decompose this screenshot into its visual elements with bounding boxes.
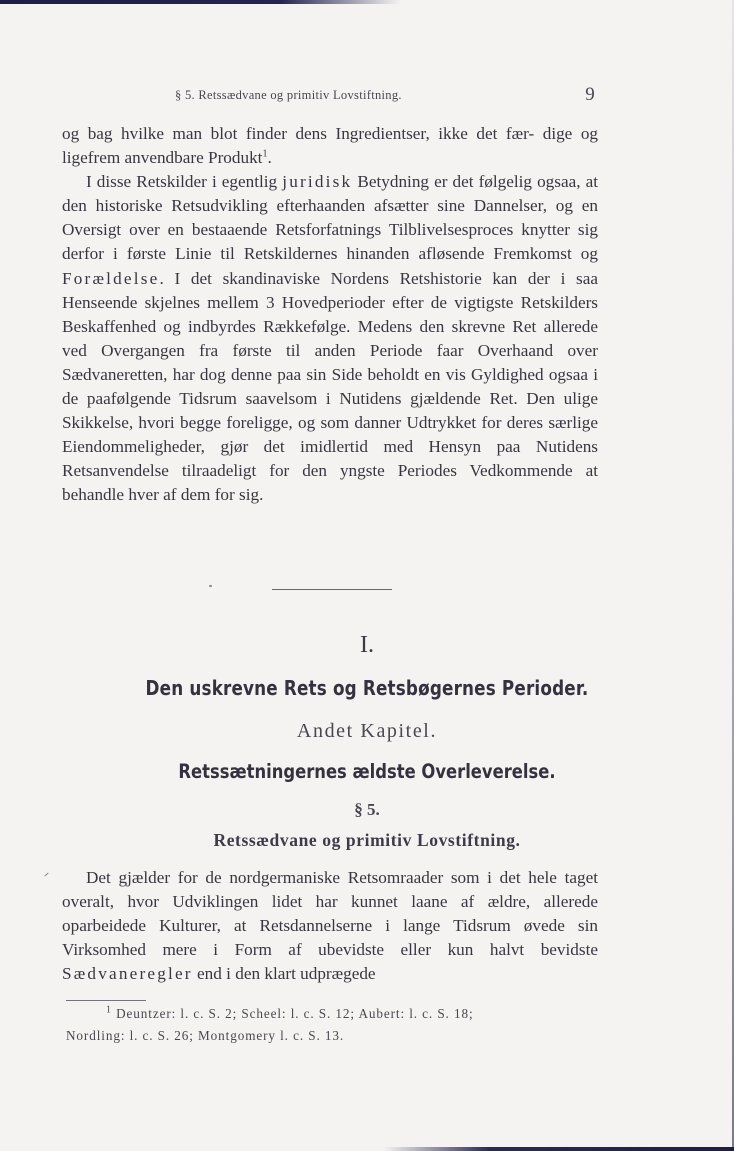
footnote-ref[interactable]: 1	[262, 148, 268, 160]
part-numeral: I.	[360, 632, 374, 658]
part-title: Den uskrevne Rets og Retsbøgernes Perioder.	[145, 676, 589, 700]
running-head-title: § 5. Retssædvane og primitiv Lovstiftning.	[175, 88, 402, 102]
scan-edge-top	[0, 0, 400, 4]
emphasis-spaced: juridisk	[282, 172, 353, 192]
text-run: Betydning er det følgelig ogsaa, at den historiske Retsudvikling efterhaanden afsætter sine Dannelser, og en Oversigt over en bestaaende Retsforfatnings Tilblivelsesproces knytter sig derfor i første Linie til Retskildernes hinanden afløsende Fremkomst og	[62, 172, 598, 264]
text-line: dige og ligefrem anvendbare Produkt	[62, 124, 599, 168]
footnote-continuation: Nordling: l. c. S. 26; Montgomery l. c. S. 13.	[66, 1027, 345, 1043]
running-head	[175, 86, 595, 110]
scan-speck	[44, 873, 48, 877]
footnotes	[66, 1003, 598, 1046]
text-run: end i den klart udprægede	[192, 964, 376, 984]
punctuation: .	[267, 148, 272, 168]
chapter-title: Retssætningernes ældste Overleverelse.	[178, 760, 556, 783]
page-number: 9	[585, 84, 595, 105]
paragraph	[62, 170, 598, 507]
emphasis-spaced: Forældelse	[62, 268, 160, 288]
scan-edge-bottom	[384, 1147, 734, 1151]
text-run: Det gjælder for de nordgermaniske Retsomraader som i det hele taget overalt, hvor Udviklingen lidet har kunnet laane af ældre, allerede oparbeidede Kulturer, at Retsdannelserne i lange Tidsrum øvede sin Virksomhed mere i Form af ubevidste eller kun halvt bevidste	[62, 868, 598, 960]
section-title: Retssædvane og primitiv Lovstiftning.	[213, 830, 521, 850]
footnote-marker: 1	[106, 1004, 112, 1016]
footnote-rule	[66, 1000, 146, 1001]
text-run: . I det skandinaviske Nordens Retshistorie kan der i saa Henseende skjelnes mellem 3 Hovedperioder efter de vigtigste Retskilders Beskaffenhed og indbyrdes Rækkefølge. Medens den skrevne Ret allerede ved Overgangen fra første til anden Periode faar Overhaand over Sædvaneretten, har dog denne paa sin Side beholdt en vis Gyldighed ogsaa i de paafølgende Tidsrum saavelsom i Nutidens gjældende Ret. Den ulige Skikkelse, hvori begge foreligge, og som danner Udtrykket for deres særlige Eiendommeligheder, gjør det imidlertid med Hensyn paa Nutidens Retsanvendelse tilraadeligt for den yngste Periodes Vedkommende at behandle hver af dem for sig.	[62, 268, 598, 505]
footnote	[66, 1003, 598, 1025]
text-run: I disse Retskilder i egentlig	[86, 172, 283, 192]
footnote-text: Deuntzer: l. c. S. 2; Scheel: l. c. S. 12; Aubert: l. c. S. 18;	[111, 1006, 474, 1021]
paragraph-continuation	[62, 122, 598, 170]
section-number: § 5.	[354, 800, 380, 819]
chapter-label: Andet Kapitel.	[296, 720, 438, 742]
section-divider	[272, 589, 392, 590]
text-line: og bag hvilke man blot finder dens Ingredientser, ikke det fær-	[62, 124, 535, 143]
scan-speck	[209, 585, 212, 587]
emphasis-spaced: Sædvaneregler	[62, 964, 193, 984]
body-text-bottom	[62, 866, 598, 986]
paragraph	[62, 866, 598, 986]
body-text-top	[62, 122, 598, 508]
